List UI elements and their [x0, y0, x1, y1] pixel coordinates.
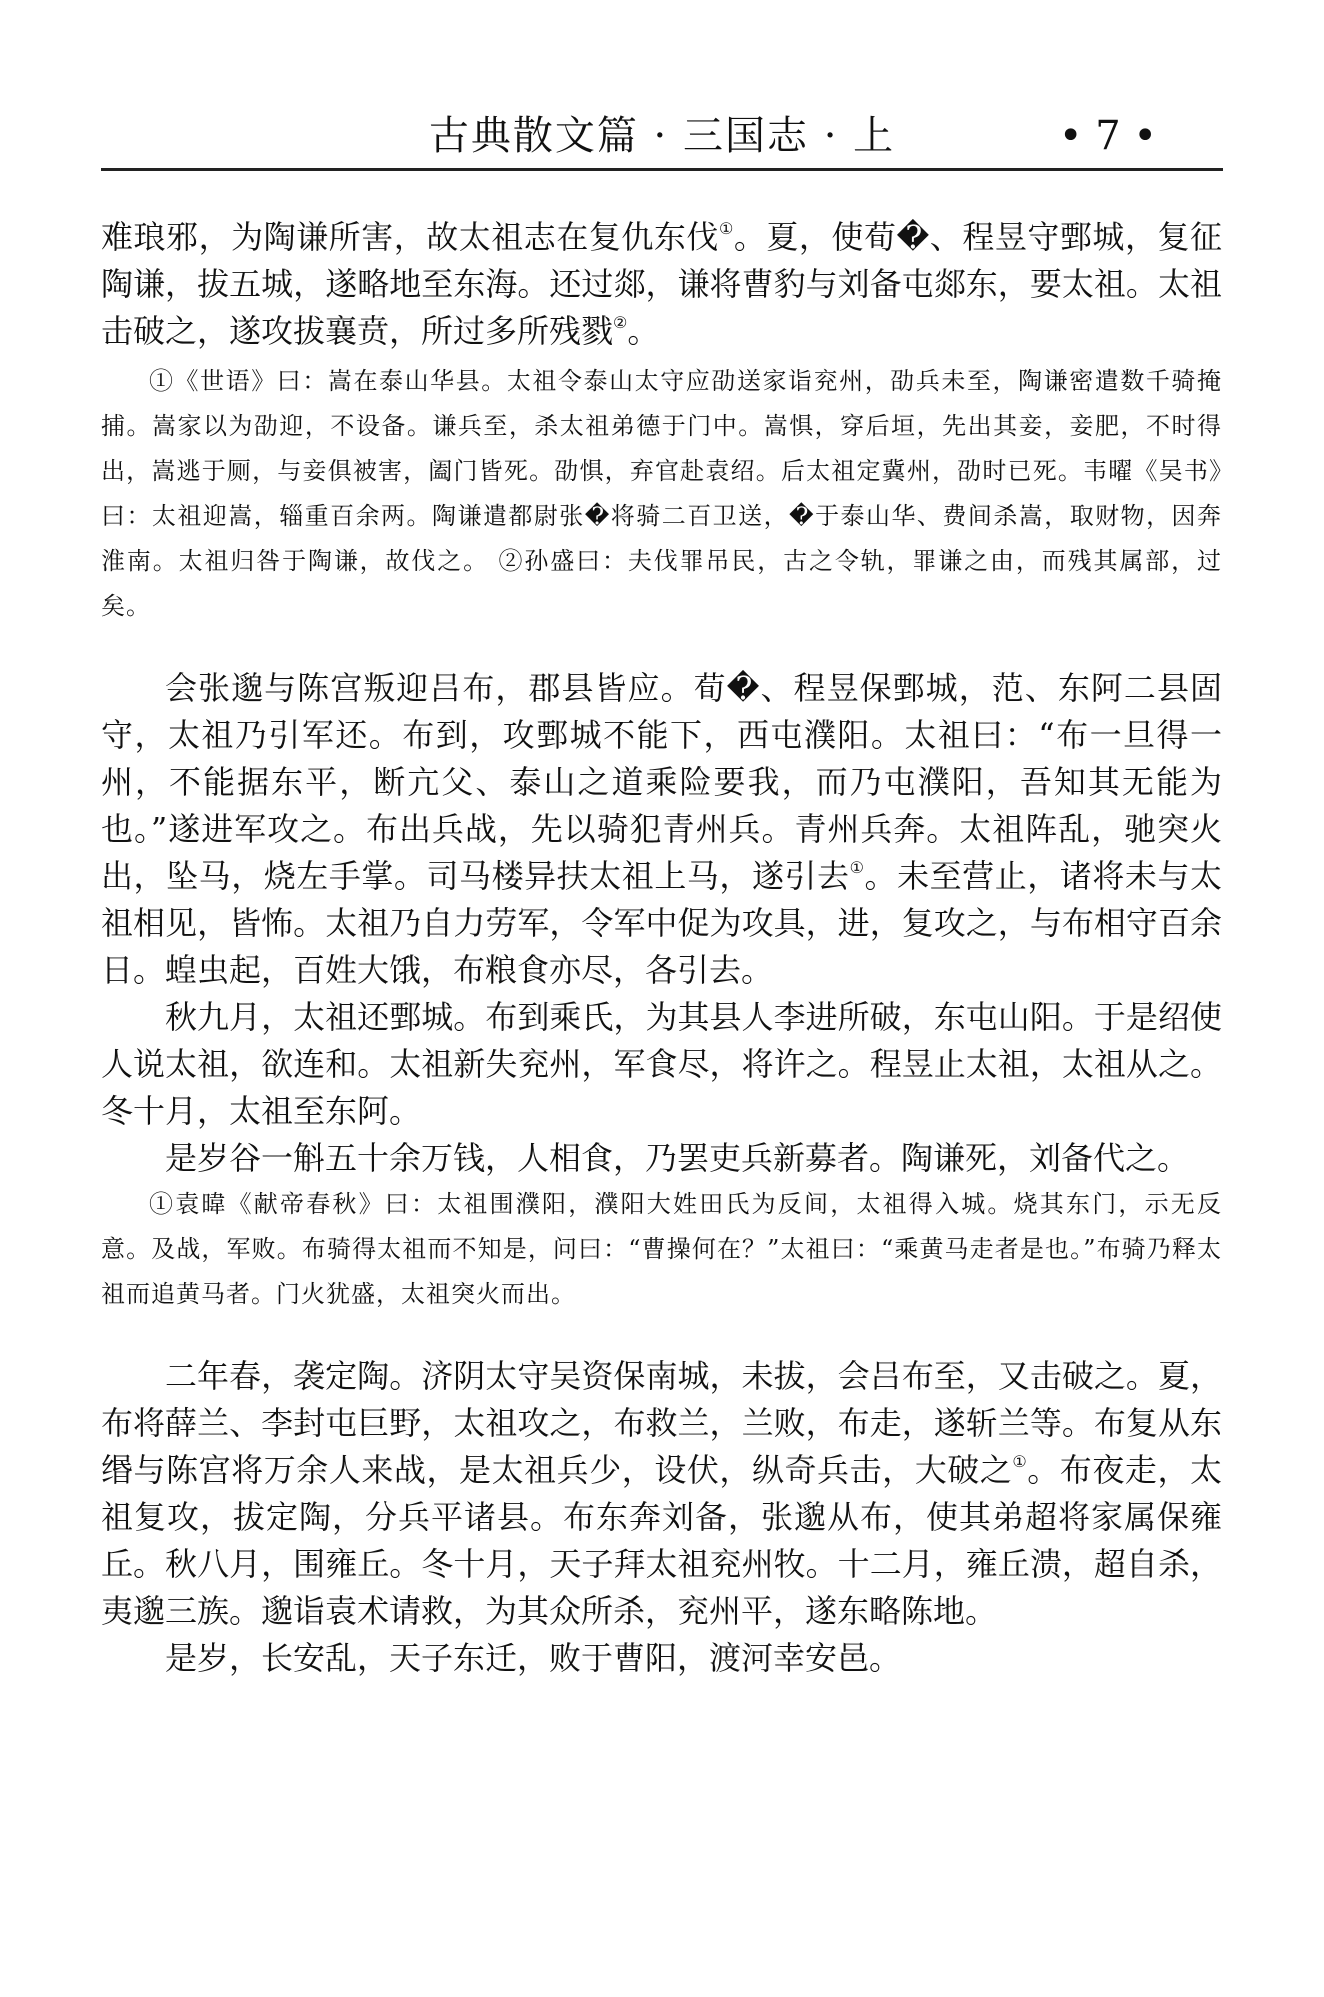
footnote-ref: ②	[613, 313, 628, 332]
paragraph-text: 二年春，袭定陶。济阴太守吴资保南城，未拔，会吕布至，又击破之。夏，布将薛兰、李封屯巨野，太祖攻之，布救兰，兰败，布走，遂斩兰等。布复从东缗与陈宫将万余人来战，是太祖兵少，设伏，纵奇兵击，大破之	[101, 1357, 1222, 1489]
footnote-ref: ①	[1012, 1452, 1028, 1471]
paragraph-4: 是岁谷一斛五十余万钱，人相食，乃罢吏兵新募者。陶谦死，刘备代之。	[165, 1139, 1190, 1177]
page-number: • 7 •	[1058, 113, 1157, 159]
paragraph-text: 。布夜走，太祖复攻，拔定陶，分兵平诸县。布东奔刘备，张邈从布，使其弟超将家属保雍丘。秋八月，围雍丘。冬十月，天子拜太祖兖州牧。十二月，雍丘溃，超自杀，夷邈三族。邈诣袁术请救，为其众所杀，兖州平，遂东略陈地。	[101, 1451, 1222, 1630]
annotation-1: ①《世语》曰：嵩在泰山华县。太祖令泰山太守应劭送家诣兖州，劭兵未至，陶谦密遣数千骑掩捕。嵩家以为劭迎，不设备。谦兵至，杀太祖弟德于门中。嵩惧，穿后垣，先出其妾，妾肥，不时得出，嵩逃于厕，与妾俱被害，阖门皆死。劭惧，弃官赴袁绍。后太祖定冀州，劭时已死。韦曜《吴书》曰：太祖迎嵩，辎重百余两。陶谦遣都尉张�将骑二百卫送，�于泰山华、费间杀嵩，取财物，因奔淮南。太祖归咎于陶谦，故伐之。 ②孙盛曰：夫伐罪吊民，古之令轨，罪谦之由，而残其属部，过矣。	[101, 367, 1222, 620]
footnote-ref: ①	[718, 219, 734, 238]
page-body	[101, 214, 1222, 1682]
paragraph-5	[101, 1353, 1222, 1635]
paragraph-text: 。夏，使荀�、程昱守鄄城，复征陶谦，拔五城，遂略地至东海。还过郯，谦将曹豹与刘备屯郯东，要太祖。太祖击破之，遂攻拔襄贲，所过多所残戮	[101, 218, 1222, 350]
paragraph-1	[101, 214, 1222, 355]
paragraph-2	[101, 665, 1222, 994]
running-header	[101, 104, 1223, 171]
paragraph-text: 难琅邪，为陶谦所害，故太祖志在复仇东伐	[101, 218, 719, 256]
paragraph-text: 会张邈与陈宫叛迎吕布，郡县皆应。荀�、程昱保鄄城，范、东阿二县固守，太祖乃引军还。布到，攻鄄城不能下，西屯濮阳。太祖曰：“布一旦得一州，不能据东平，断亢父、泰山之道乘险要我，而乃屯濮阳，吾知其无能为也。”遂进军攻之。布出兵战，先以骑犯青州兵。青州兵奔。太祖阵乱，驰突火出，坠马，烧左手掌。司马楼异扶太祖上马，遂引去	[101, 669, 1222, 895]
paragraph-6: 是岁，长安乱，天子东迁，败于曹阳，渡河幸安邑。	[165, 1639, 902, 1677]
annotation-2: ①袁暐《献帝春秋》曰：太祖围濮阳，濮阳大姓田氏为反间，太祖得入城。烧其东门，示无反意。及战，军败。布骑得太祖而不知是，问曰：“曹操何在？”太祖曰：“乘黄马走者是也。”布骑乃释太祖而追黄马者。门火犹盛，太祖突火而出。	[101, 1190, 1222, 1308]
paragraph-text: 。未至营止，诸将未与太祖相见，皆怖。太祖乃自力劳军，令军中促为攻具，进，复攻之，与布相守百余日。蝗虫起，百姓大饿，布粮食亦尽，各引去。	[101, 857, 1222, 989]
page-header-title: 古典散文篇 · 三国志 · 上	[428, 113, 896, 159]
paragraph-text: 。	[627, 312, 660, 350]
footnote-ref: ①	[849, 858, 865, 877]
paragraph-3: 秋九月，太祖还鄄城。布到乘氏，为其县人李进所破，东屯山阳。于是绍使人说太祖，欲连和。太祖新失兖州，军食尽，将许之。程昱止太祖，太祖从之。冬十月，太祖至东阿。	[101, 998, 1222, 1130]
